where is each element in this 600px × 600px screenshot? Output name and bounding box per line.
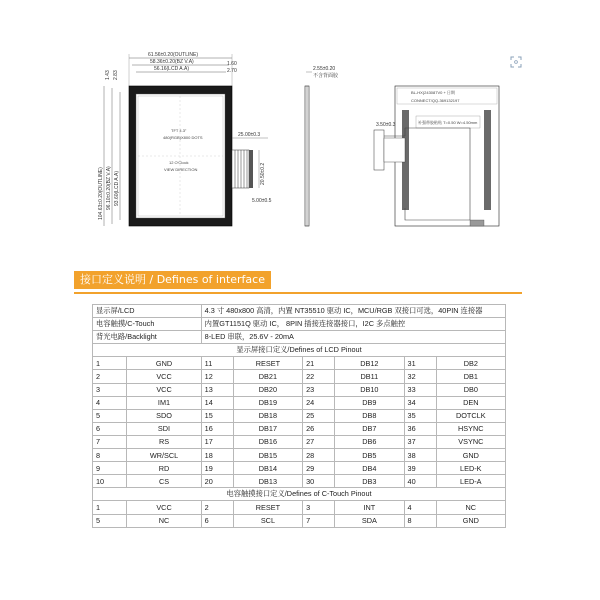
pin-name: WR/SCL [127,449,201,462]
pin-name: SDO [127,409,201,422]
pin-name: DEN [436,396,505,409]
pin-name: VCC [127,501,201,514]
dim-back-fpc: 3.50±0.3 [376,122,396,128]
lcd-pin-row [93,409,506,422]
pin-number: 20 [201,475,233,488]
dim-lcdaa-height: 93.60(LCD A.A) [114,170,120,206]
dim-outline-height: 104.63±0.20(OUTLINE) [98,167,104,220]
pin-name: DB12 [335,357,404,370]
back-label-1: BL-HX(243087V0 + 日期 [411,90,455,95]
pin-number: 2 [201,501,233,514]
lcd-pinout-header-row [93,344,506,357]
pin-number: 24 [303,396,335,409]
pin-number: 6 [201,514,233,527]
pin-number: 29 [303,462,335,475]
pin-name: NC [127,514,201,527]
pin-number: 2 [93,370,127,383]
pin-number: 37 [404,435,436,448]
pin-number: 38 [404,449,436,462]
pin-name: DB16 [233,435,302,448]
pin-name: DB17 [233,422,302,435]
pin-name: DB4 [335,462,404,475]
back-strip-right [484,110,491,210]
ctouch-pins [93,501,506,527]
pin-number: 3 [303,501,335,514]
pin-name: DB14 [233,462,302,475]
dim-bzva-width: 58.36±0.20(BZ V.A) [150,59,194,65]
pin-number: 27 [303,435,335,448]
pin-name: DOTCLK [436,409,505,422]
pin-name: DB18 [233,409,302,422]
dim-fpc-width: 20.50±0.2 [260,162,266,185]
center-label-1: TFT 4.3" [171,128,187,133]
pin-number: 11 [201,357,233,370]
pin-number: 4 [404,501,436,514]
lcd-pinout-title: 显示屏接口定义/Defines of LCD Pinout [93,344,506,357]
pin-name: RS [127,435,201,448]
pin-number: 17 [201,435,233,448]
pin-name: DB19 [233,396,302,409]
pin-name: VCC [127,370,201,383]
spec-row-backlight [93,331,506,344]
pin-name: VSYNC [436,435,505,448]
lcd-value: 4.3 寸 480x800 高清，内置 NT35510 驱动 IC，MCU/RGB 双接口可选，40PIN 连接器 [201,305,505,318]
center-label-3: 12 O'Clock [169,160,189,165]
pin-number: 14 [201,396,233,409]
pin-number: 8 [404,514,436,527]
pin-name: LED-K [436,462,505,475]
lcd-pin-row [93,435,506,448]
pin-name: DB2 [436,357,505,370]
pin-number: 36 [404,422,436,435]
pin-number: 33 [404,383,436,396]
lcd-pin-row [93,422,506,435]
pin-name: SDI [127,422,201,435]
ctouch-pin-row [93,501,506,514]
pin-number: 13 [201,383,233,396]
side-note: 不含背面胶 [313,73,339,79]
pin-number: 9 [93,462,127,475]
pin-name: RESET [233,357,302,370]
pin-number: 30 [303,475,335,488]
pin-number: 32 [404,370,436,383]
pin-number: 22 [303,370,335,383]
pin-name: VCC [127,383,201,396]
pin-name: RESET [233,501,302,514]
ctouch-pin-row [93,514,506,527]
backlight-label: 背光电路/Backlight [93,331,202,344]
interface-table [92,304,506,528]
dim-thickness: 2.55±0.20 [313,66,336,72]
ctouch-pinout-header-row [93,488,506,501]
backlight-value: 8-LED 串联，25.6V - 20mA [201,331,505,344]
pin-name: RD [127,462,201,475]
pin-name: LED-A [436,475,505,488]
pin-number: 28 [303,449,335,462]
back-label-2: CONNECT/QQ-369132197 [411,98,460,103]
pin-number: 34 [404,396,436,409]
front-view [98,52,272,226]
pin-name: GND [436,449,505,462]
lcd-pin-row [93,370,506,383]
dim-outline-width: 61.56±0.20(OUTLINE) [148,52,198,58]
pin-number: 25 [303,409,335,422]
mechanical-drawing [0,40,600,260]
center-label-4: VIEW DIRECTION [164,167,198,172]
pin-number: 8 [93,449,127,462]
pin-number: 12 [201,370,233,383]
dim-top-1: 1.43 [105,70,111,80]
lcd-pin-row [93,383,506,396]
pin-name: DB15 [233,449,302,462]
pin-number: 5 [93,514,127,527]
dim-lcdaa-width: 56.16(LCD A.A) [154,66,190,72]
lcd-label: 显示屏/LCD [93,305,202,318]
pin-number: 31 [404,357,436,370]
dim-bzva-height: 96.10±0.20(BZ V.A) [106,166,112,210]
pin-name: DB0 [436,383,505,396]
pin-name: NC [436,501,505,514]
pin-number: 35 [404,409,436,422]
pin-name: DB6 [335,435,404,448]
pin-number: 40 [404,475,436,488]
pin-name: HSYNC [436,422,505,435]
lcd-pin-row [93,462,506,475]
pin-name: DB20 [233,383,302,396]
center-label-2: 480(RGB)X800 DOTS [163,135,203,140]
pin-name: DB8 [335,409,404,422]
pin-name: DB9 [335,396,404,409]
pin-number: 10 [93,475,127,488]
lcd-pin-row [93,357,506,370]
spec-row-ctouch [93,318,506,331]
pin-number: 39 [404,462,436,475]
pin-number: 7 [93,435,127,448]
lcd-pins [93,357,506,488]
interface-header [74,270,522,294]
drawing-svg [0,40,600,260]
pin-number: 6 [93,422,127,435]
dim-side-1: 1.60 [227,61,237,67]
pin-name: DB7 [335,422,404,435]
dim-fpc-length: 25.00±0.3 [238,132,261,138]
lcd-pin-row [93,475,506,488]
pin-name: GND [127,357,201,370]
ctouch-value: 内置GT1151Q 驱动 IC， 8PIN 插接连接器接口，I2C 多点触控 [201,318,505,331]
pin-name: SDA [335,514,404,527]
lcd-pin-row [93,449,506,462]
interface-title: 接口定义说明 / Defines of interface [74,271,271,289]
pin-number: 23 [303,383,335,396]
pin-name: DB1 [436,370,505,383]
dim-top-2: 2.83 [113,70,119,80]
fpc-tail [232,150,249,188]
pin-name: CS [127,475,201,488]
pin-number: 26 [303,422,335,435]
lcd-pin-row [93,396,506,409]
pin-name: DB3 [335,475,404,488]
dim-side-2: 2.70 [227,68,237,74]
pin-name: GND [436,514,505,527]
pin-name: INT [335,501,404,514]
pin-name: DB10 [335,383,404,396]
back-outline [395,86,499,226]
pin-number: 19 [201,462,233,475]
ctouch-label: 电容触摸/C-Touch [93,318,202,331]
pin-number: 1 [93,357,127,370]
pin-name: DB5 [335,449,404,462]
back-note: 补强带胶粘贴 T=0.50 W=4.50mm [418,120,478,125]
pin-name: DB11 [335,370,404,383]
pin-number: 16 [201,422,233,435]
pin-number: 3 [93,383,127,396]
back-view [374,86,499,226]
pin-number: 7 [303,514,335,527]
back-fpc-connector [374,130,384,170]
pin-number: 1 [93,501,127,514]
spec-row-lcd [93,305,506,318]
side-view [305,66,339,226]
pin-number: 21 [303,357,335,370]
pin-name: IM1 [127,396,201,409]
pin-name: DB13 [233,475,302,488]
pin-name: SCL [233,514,302,527]
dim-fpc-pitch: 5.00±0.5 [252,198,272,204]
pin-name: DB21 [233,370,302,383]
ctouch-pinout-title: 电容触摸接口定义/Defines of C-Touch Pinout [93,488,506,501]
pin-number: 18 [201,449,233,462]
pin-number: 15 [201,409,233,422]
pin-number: 5 [93,409,127,422]
pin-number: 4 [93,396,127,409]
